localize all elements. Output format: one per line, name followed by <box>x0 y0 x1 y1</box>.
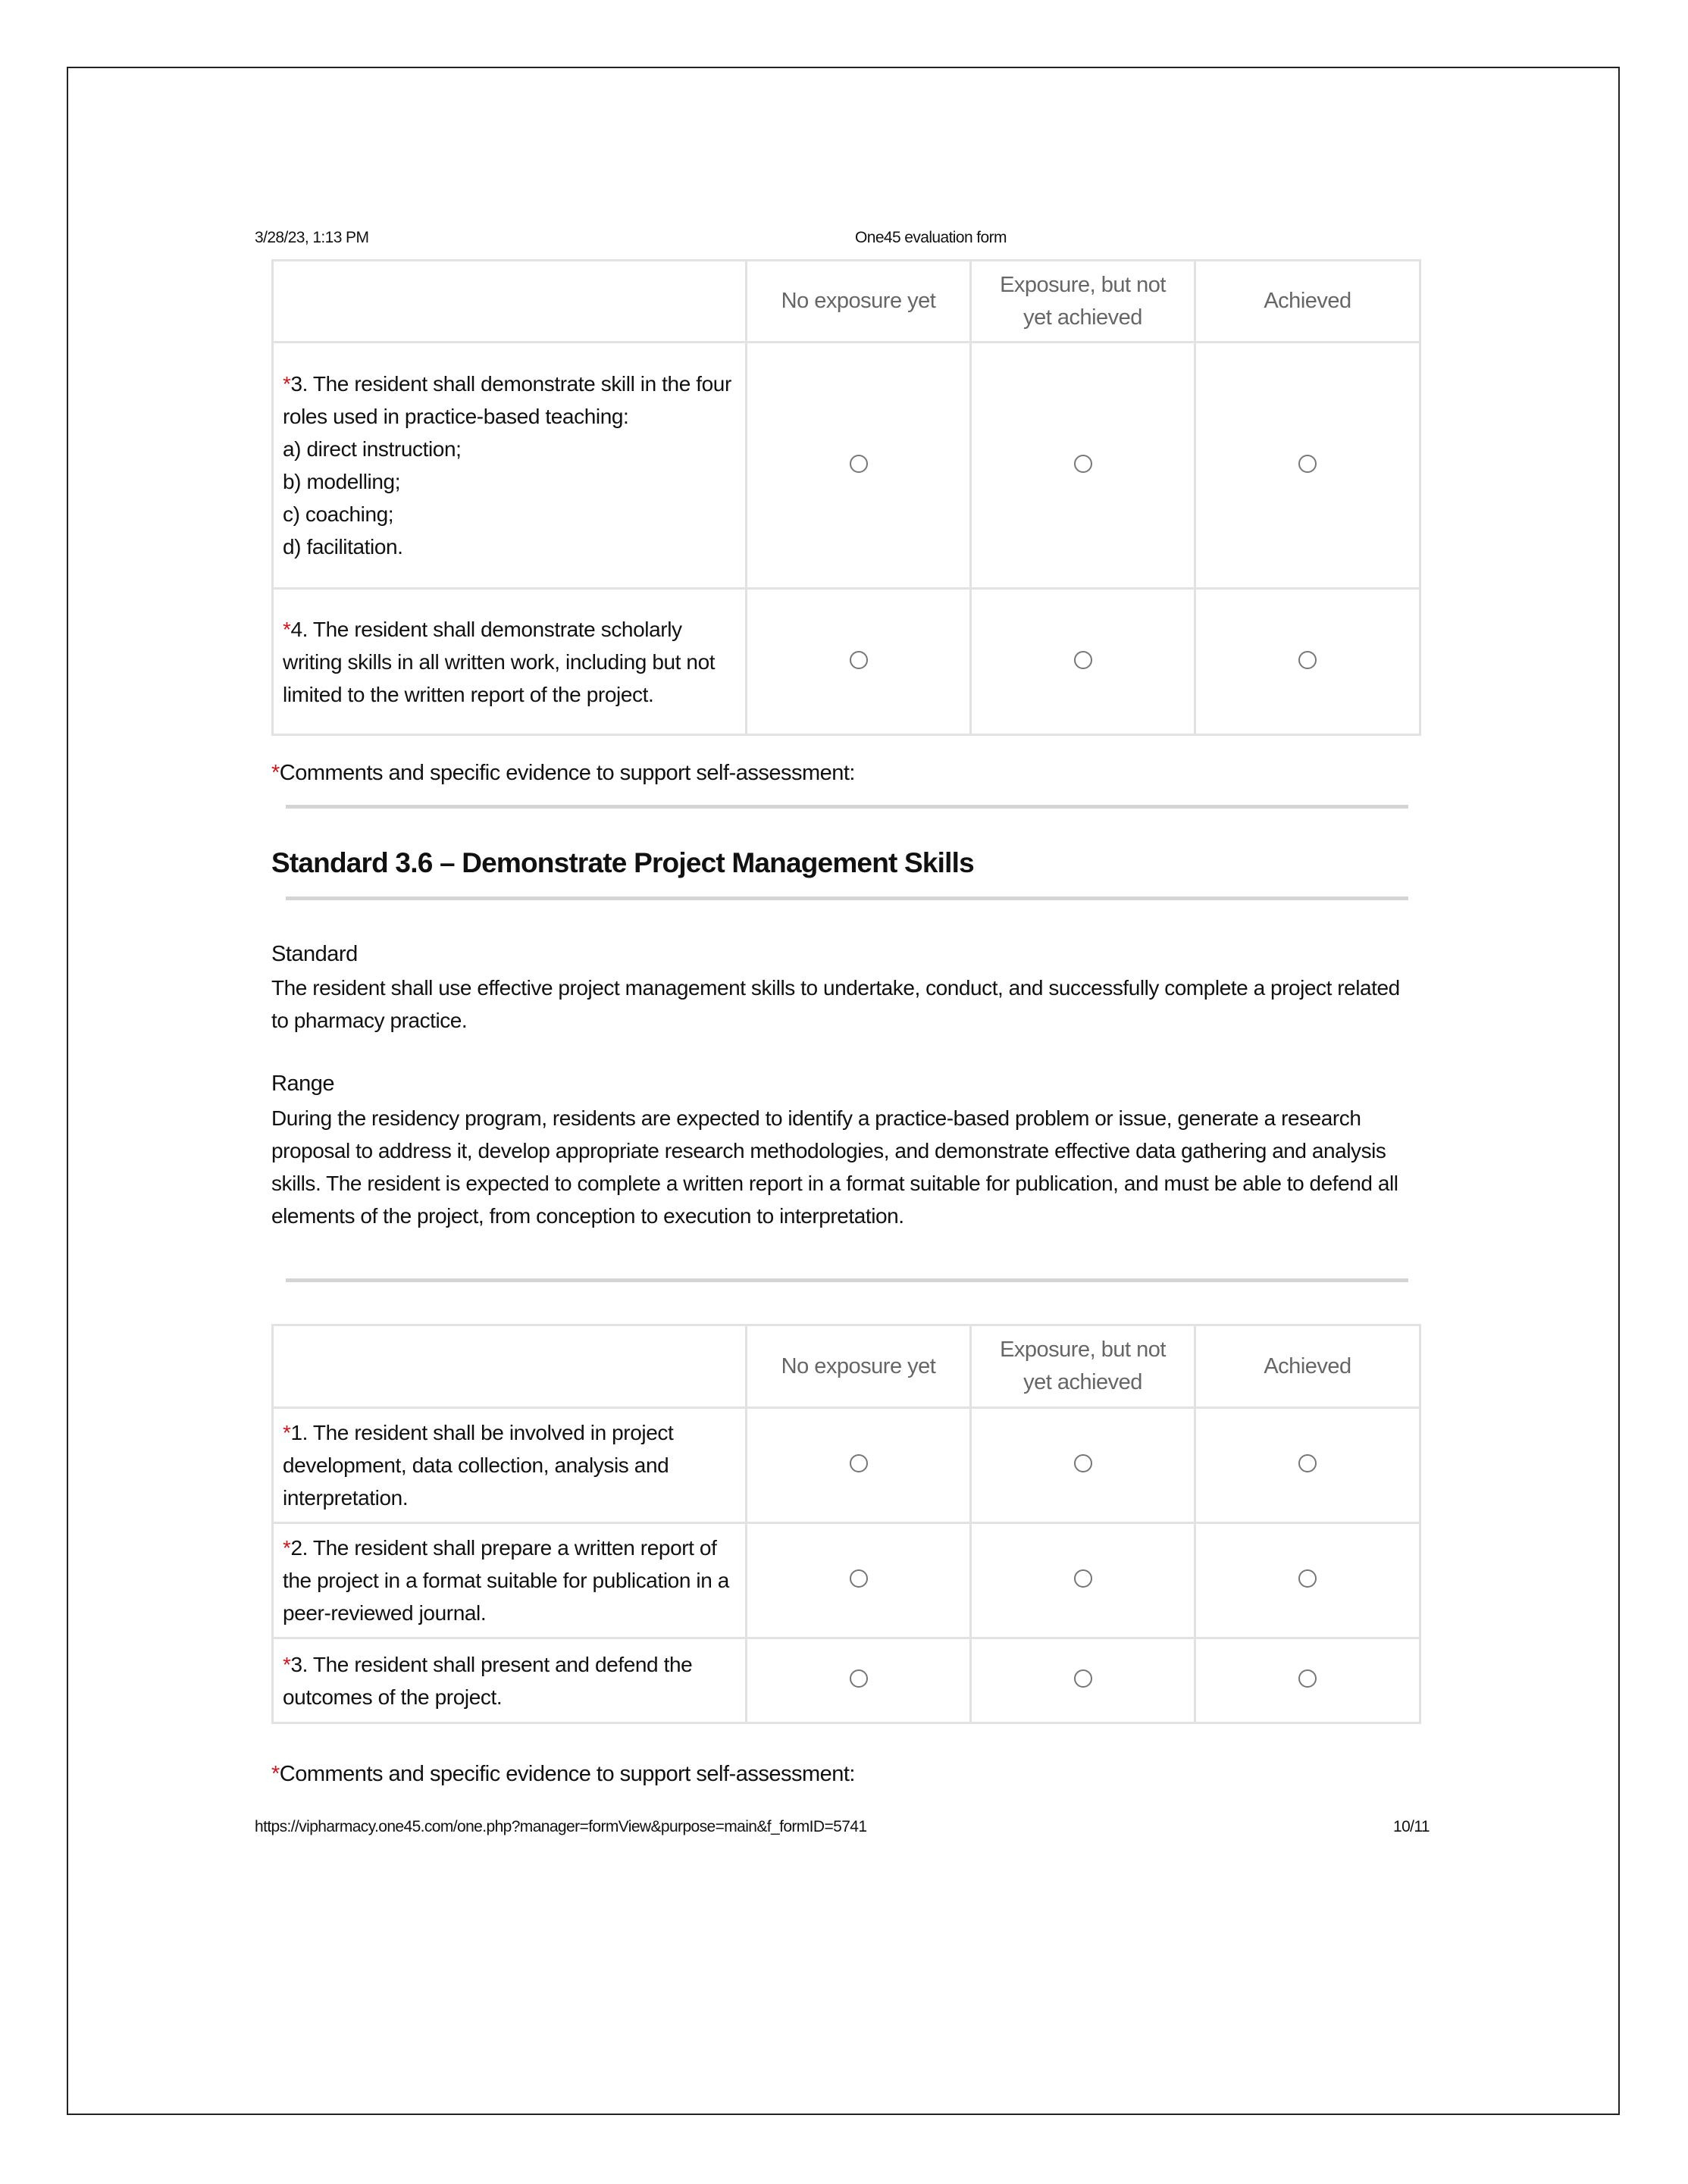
divider <box>286 896 1408 900</box>
radio-exposure-not-achieved[interactable] <box>1074 1669 1092 1688</box>
question-text: 3. The resident shall demonstrate skill in the four roles used in practice-based teaching: <box>283 372 731 428</box>
radio-achieved[interactable] <box>1298 1569 1317 1588</box>
radio-exposure-not-achieved[interactable] <box>1074 455 1092 473</box>
column-header: No exposure yet <box>747 1325 971 1408</box>
radio-no-exposure[interactable] <box>850 651 868 669</box>
table-row <box>273 343 1420 589</box>
required-mark: * <box>271 1762 280 1786</box>
print-url: https://vipharmacy.one45.com/one.php?manager=formView&purpose=main&f_formID=5741 <box>255 1818 867 1835</box>
radio-exposure-not-achieved[interactable] <box>1074 651 1092 669</box>
question-cell <box>273 1638 747 1723</box>
radio-exposure-not-achieved[interactable] <box>1074 1569 1092 1588</box>
column-header: Achieved <box>1195 1325 1420 1408</box>
question-cell <box>273 1523 747 1638</box>
question-cell <box>273 589 747 735</box>
required-mark: * <box>283 1536 291 1560</box>
radio-achieved[interactable] <box>1298 455 1317 473</box>
print-datetime: 3/28/23, 1:13 PM <box>255 229 369 246</box>
radio-no-exposure[interactable] <box>850 455 868 473</box>
column-header: Exposure, but not yet achieved <box>971 261 1195 343</box>
question-subitem: b) modelling; <box>283 470 401 493</box>
question-cell <box>273 1408 747 1523</box>
radio-achieved[interactable] <box>1298 1669 1317 1688</box>
section-title: Standard 3.6 – Demonstrate Project Management Skills <box>271 847 974 878</box>
table-header-row <box>273 1325 1420 1408</box>
table-row <box>273 1408 1420 1523</box>
table-row <box>273 1638 1420 1723</box>
range-label: Range <box>271 1072 334 1096</box>
print-title: One45 evaluation form <box>855 229 1007 246</box>
table-header-row <box>273 261 1420 343</box>
radio-achieved[interactable] <box>1298 1454 1317 1472</box>
radio-no-exposure[interactable] <box>850 1569 868 1588</box>
question-text: 1. The resident shall be involved in project development, data collection, analysis and interpretation. <box>283 1421 674 1510</box>
comments-label <box>271 761 855 786</box>
column-header: Achieved <box>1195 261 1420 343</box>
required-mark: * <box>283 617 291 641</box>
column-header: Exposure, but not yet achieved <box>971 1325 1195 1408</box>
empty-header-cell <box>273 1325 747 1408</box>
question-text: 4. The resident shall demonstrate scholarly writing skills in all written work, including but not limited to the written report of the project. <box>283 617 716 706</box>
competency-table-2 <box>271 1324 1421 1724</box>
empty-header-cell <box>273 261 747 343</box>
question-subitem: a) direct instruction; <box>283 437 462 461</box>
radio-exposure-not-achieved[interactable] <box>1074 1454 1092 1472</box>
comments-label-text: Comments and specific evidence to support self-assessment: <box>279 761 855 785</box>
question-subitem: c) coaching; <box>283 502 394 526</box>
question-text: 3. The resident shall present and defend the outcomes of the project. <box>283 1652 693 1709</box>
divider <box>286 1278 1408 1282</box>
comments-label-text: Comments and specific evidence to support self-assessment: <box>279 1762 855 1786</box>
standard-text: The resident shall use effective project management skills to undertake, conduct, and successfully complete a project related to pharmacy practice. <box>271 976 1400 1032</box>
radio-no-exposure[interactable] <box>850 1669 868 1688</box>
required-mark: * <box>283 1421 291 1444</box>
radio-achieved[interactable] <box>1298 651 1317 669</box>
table-row <box>273 1523 1420 1638</box>
required-mark: * <box>283 372 291 396</box>
divider <box>286 805 1408 809</box>
required-mark: * <box>271 761 280 785</box>
required-mark: * <box>283 1652 291 1676</box>
question-text: 2. The resident shall prepare a written report of the project in a format suitable for publication in a peer-reviewed journal. <box>283 1536 729 1625</box>
table-row <box>273 589 1420 735</box>
competency-table-1 <box>271 259 1421 736</box>
page-number: 10/11 <box>1393 1818 1430 1835</box>
radio-no-exposure[interactable] <box>850 1454 868 1472</box>
column-header: No exposure yet <box>747 261 971 343</box>
question-subitem: d) facilitation. <box>283 535 403 559</box>
standard-label: Standard <box>271 942 358 966</box>
comments-label <box>271 1762 855 1787</box>
range-text: During the residency program, residents are expected to identify a practice-based problem or issue, generate a research proposal to address it, develop appropriate research methodologies, and demonstrate effective data gathering and analysis skills. The resident is expected to complete a written report in a format suitable for publication, and must be able to defend all elements of the project, from conception to execution to interpretation. <box>271 1106 1398 1228</box>
question-cell <box>273 343 747 589</box>
